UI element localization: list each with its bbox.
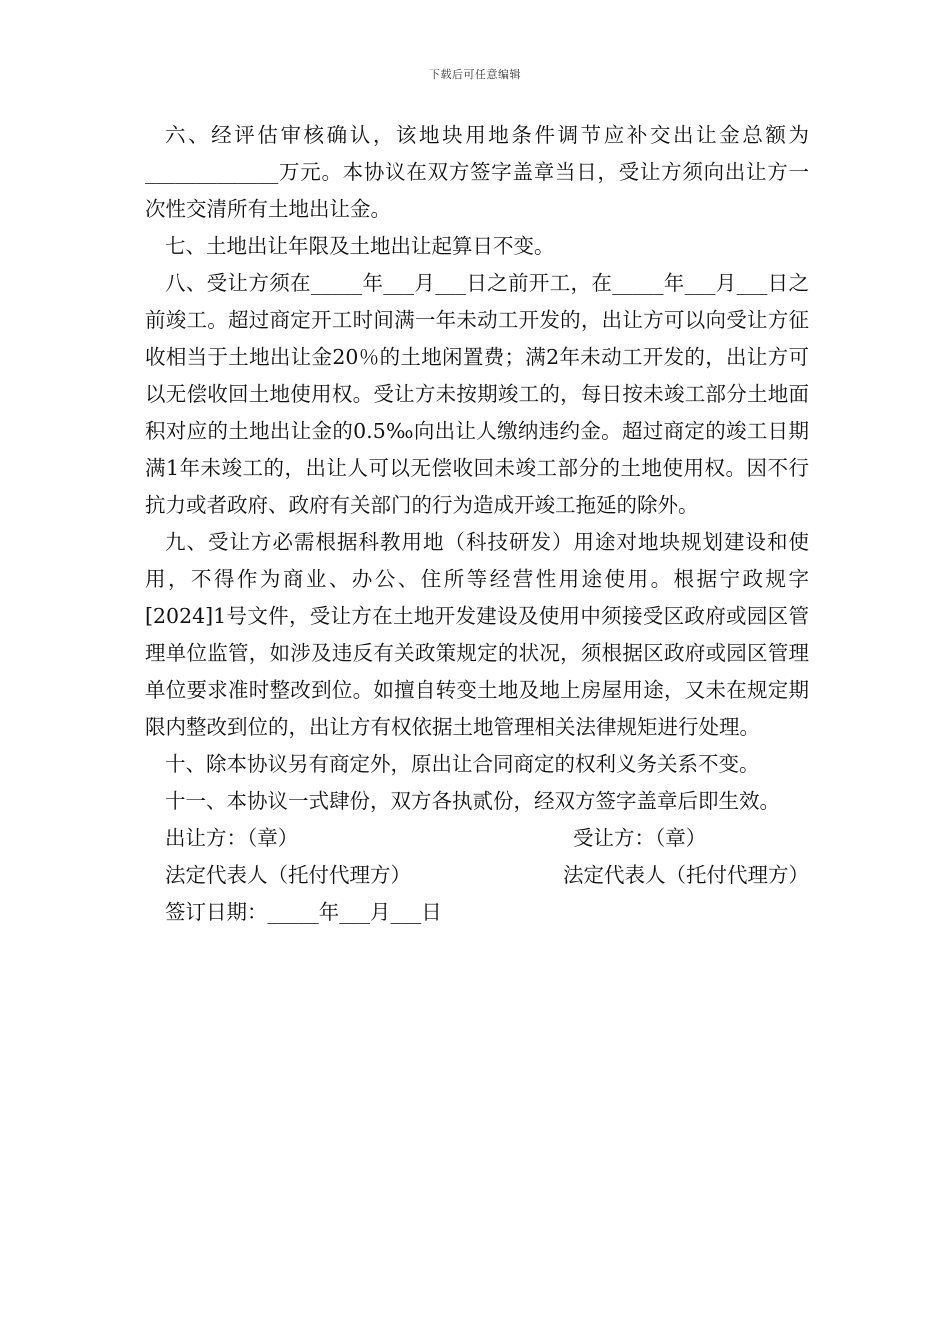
clause-8: 八、受让方须在_____年___月___日之前开工，在_____年___月___日之前竣工。超过商定开工时间满一年未动工开发的，出让方可以向受让方征收相当于土地出让金20％的土地闲置费；满2年未动工开发的，出让方可以无偿收回土地使用权。受让方未按期竣工的，每日按未竣工部分土地面积对应的土地出让金的0.5‰向出让人缴纳违约金。超过商定的竣工日期满1年未竣工的，出让人可以无偿收回未竣工部分的土地使用权。因不行抗力或者政府、政府有关部门的行为造成开竣工拖延的除外。	[145, 271, 809, 517]
clause-10: 十、除本协议另有商定外，原出让合同商定的权利义务关系不变。	[165, 752, 760, 776]
seal-row	[145, 820, 809, 857]
grantee-seal-label: 受让方：（章）	[573, 826, 707, 850]
document-body	[145, 117, 809, 931]
signing-date: 签订日期：_____年___月___日	[165, 900, 442, 924]
page-header: 下载后可任意编辑	[429, 68, 521, 81]
clause-7: 七、土地出让年限及土地出让起算日不变。	[165, 234, 555, 258]
clause-11: 十一、本协议一式肆份，双方各执贰份，经双方签字盖章后即生效。	[165, 789, 780, 813]
representative-row	[145, 857, 809, 894]
clause-9: 九、受让方必需根据科教用地（科技研发）用途对地块规划建设和使用，不得作为商业、办公、住所等经营性用途使用。根据宁政规字[2024]1号文件，受让方在土地开发建设及使用中须接受区政府或园区管理单位监管，如涉及违反有关政策规定的状况，须根据区政府或园区管理单位要求准时整改到位。如擅自转变土地及地上房屋用途，又未在规定期限内整改到位的，出让方有权依据土地管理相关法律规矩进行处理。	[145, 530, 809, 739]
clause-6: 六、经评估审核确认，该地块用地条件调节应补交出让金总额为_____________万元。本协议在双方签字盖章当日，受让方须向出让方一次性交清所有土地出让金。	[145, 123, 809, 221]
grantor-seal-label: 出让方：（章）	[165, 826, 299, 850]
grantor-representative-label: 法定代表人（托付代理方）	[165, 863, 411, 887]
grantee-representative-label: 法定代表人（托付代理方）	[563, 863, 809, 887]
